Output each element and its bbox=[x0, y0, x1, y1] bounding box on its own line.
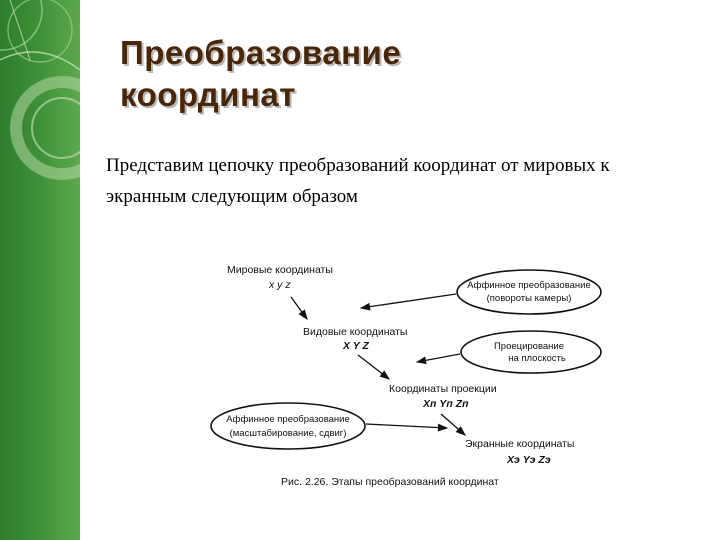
projection-coords-vars: Xп Yп Zп bbox=[423, 398, 469, 410]
affine-camera-line-2: (повороты камеры) bbox=[486, 293, 572, 304]
projection-line-1: Проецирование bbox=[493, 341, 565, 352]
world-coords-label: Мировые координаты bbox=[227, 264, 333, 276]
projection-coords-label: Координаты проекции bbox=[389, 383, 497, 395]
projection-line-2: на плоскость bbox=[508, 353, 566, 364]
view-coords-vars: X Y Z bbox=[343, 340, 369, 352]
affine-scale-line-1: Аффинное преобразование bbox=[226, 414, 350, 425]
sidebar-decoration bbox=[0, 0, 80, 540]
screen-coords-vars: Xэ Yэ Zэ bbox=[507, 454, 551, 466]
slide-title-line-1: Преобразование bbox=[120, 34, 402, 71]
world-coords-vars: x y z bbox=[269, 279, 291, 291]
slide-title bbox=[120, 32, 680, 116]
screen-coords-label: Экранные координаты bbox=[465, 438, 575, 450]
diagram-caption: Рис. 2.26. Этапы преобразований координат bbox=[281, 476, 499, 488]
affine-camera-line-1: Аффинное преобразование bbox=[467, 280, 591, 291]
coordinate-transform-diagram bbox=[203, 252, 607, 494]
slide-title-line-2: координат bbox=[120, 76, 296, 113]
slide-body-text: Представим цепочку преобразований координат от мировых к экранным следующим образом bbox=[106, 155, 610, 207]
view-coords-label: Видовые координаты bbox=[303, 326, 408, 338]
affine-scale-line-2: (масштабирование, сдвиг) bbox=[229, 428, 347, 439]
